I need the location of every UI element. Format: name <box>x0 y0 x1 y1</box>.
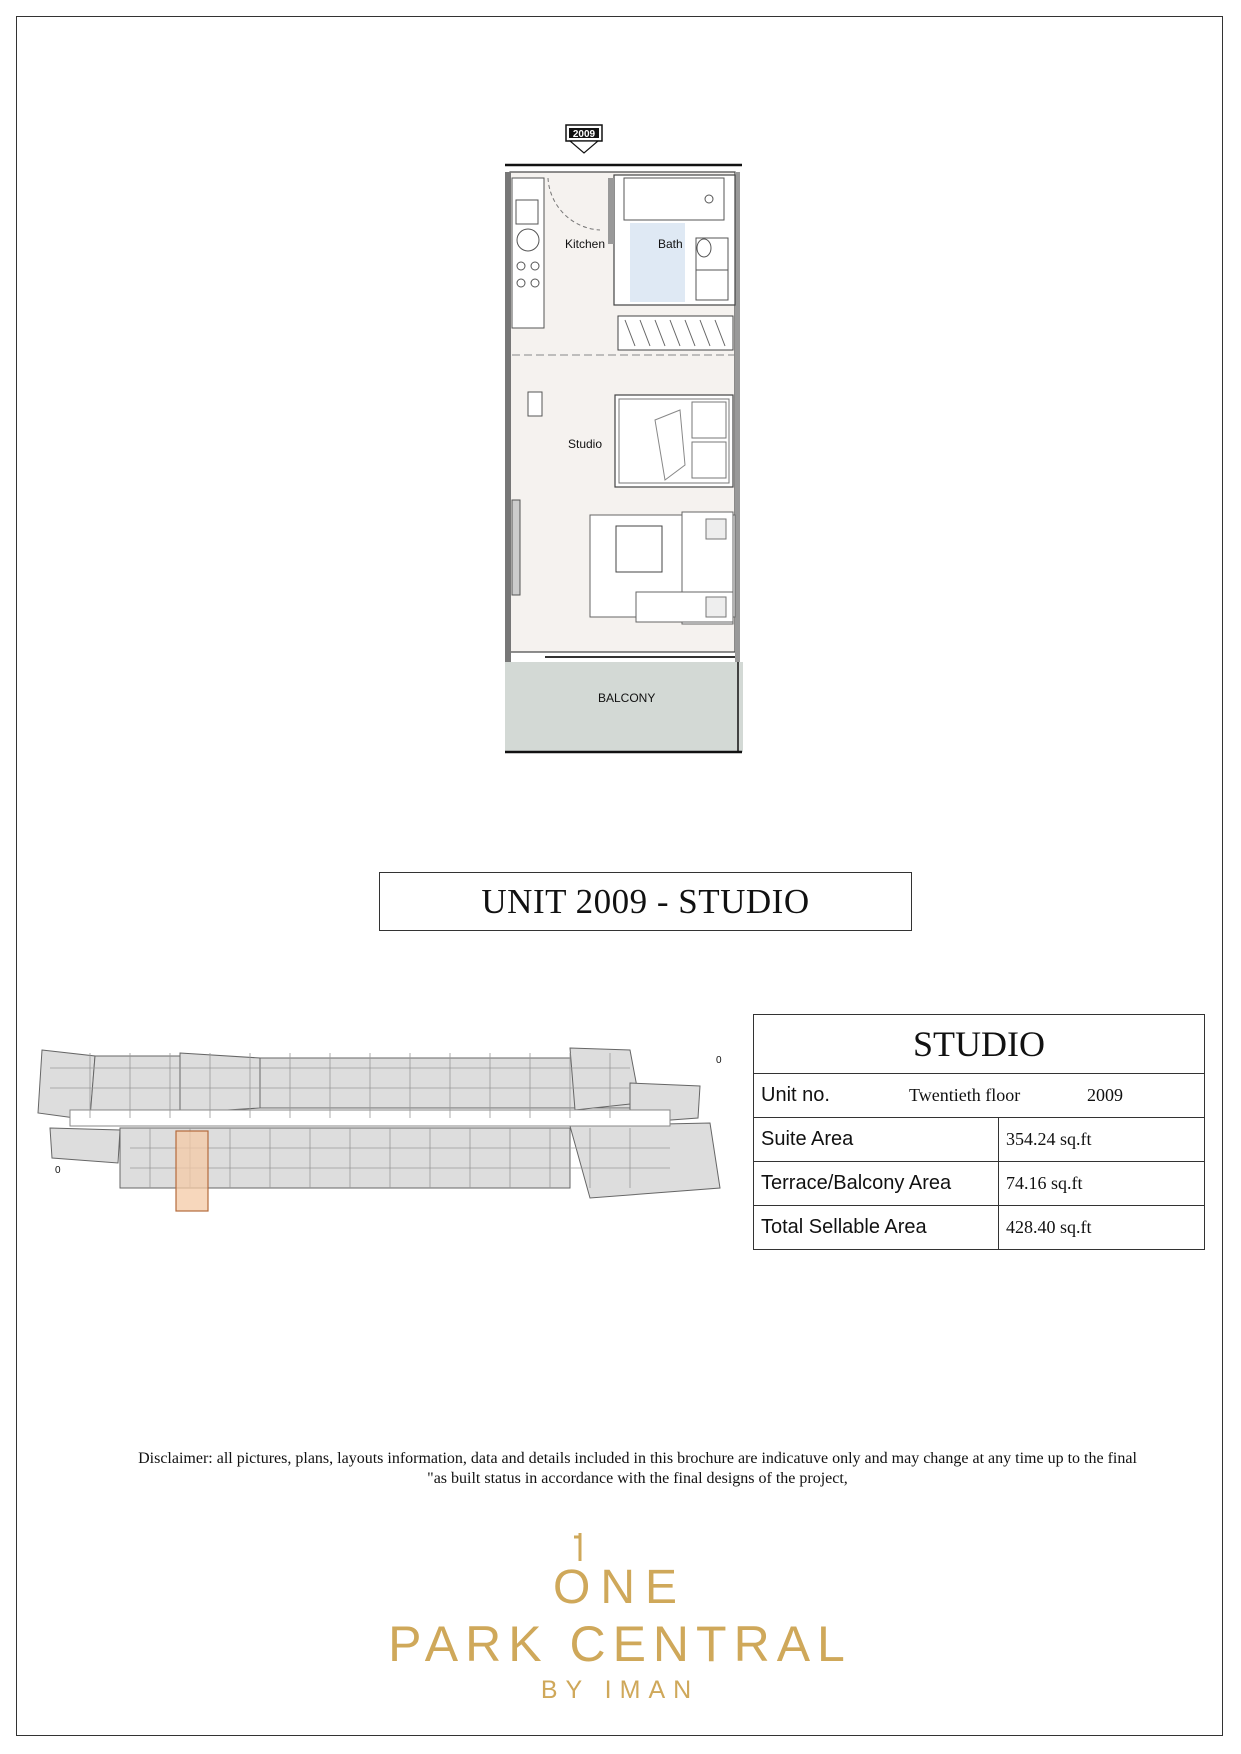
disclaimer-line-2: "as built status in accordance with the final designs of the project, <box>427 1470 848 1487</box>
room-label-kitchen: Kitchen <box>565 237 606 251</box>
table-row <box>754 1118 1205 1162</box>
disclaimer <box>60 1449 1215 1489</box>
brand-logo <box>340 1525 900 1705</box>
floor-value: Twentieth floor <box>909 1085 1021 1105</box>
unit-no-label: Unit no. <box>761 1084 830 1106</box>
selected-unit-highlight <box>176 1131 208 1211</box>
balcony-area-label: Terrace/Balcony Area <box>754 1162 999 1206</box>
room-label-bath: Bath <box>658 237 683 251</box>
total-area-label: Total Sellable Area <box>754 1206 999 1250</box>
logo-line-one: ONE <box>552 1561 687 1614</box>
unit-title: UNIT 2009 - STUDIO <box>379 872 912 931</box>
logo-line-by-iman: BY IMAN <box>540 1676 700 1704</box>
suite-area-label: Suite Area <box>754 1118 999 1162</box>
table-row <box>754 1206 1205 1250</box>
floor-plan-drawing <box>490 120 750 760</box>
disclaimer-line-1: Disclaimer: all pictures, plans, layouts information, data and details included in this brochure are indicatuve only and may change at any time up to the final <box>138 1450 1137 1467</box>
room-label-balcony: BALCONY <box>598 691 656 705</box>
unit-tag-label: 2009 <box>572 129 596 140</box>
unit-info-table <box>753 1014 1205 1250</box>
unit-number-row <box>754 1074 1205 1118</box>
suite-area-value: 354.24 sq.ft <box>999 1118 1205 1162</box>
balcony-area-value: 74.16 sq.ft <box>999 1162 1205 1206</box>
north-marker-left: 0 <box>55 1165 61 1176</box>
unit-floor-plan <box>490 120 750 760</box>
unit-number-value: 2009 <box>1087 1085 1123 1105</box>
key-plan-drawing <box>30 1038 740 1223</box>
logo-line-park-central: PARK CENTRAL <box>388 1616 852 1672</box>
room-label-studio: Studio <box>568 437 603 451</box>
key-plan <box>30 1038 740 1223</box>
table-heading: STUDIO <box>754 1015 1205 1074</box>
unit-tag <box>566 125 602 153</box>
north-marker-right: 0 <box>716 1055 722 1066</box>
table-row <box>754 1162 1205 1206</box>
total-area-value: 428.40 sq.ft <box>999 1206 1205 1250</box>
